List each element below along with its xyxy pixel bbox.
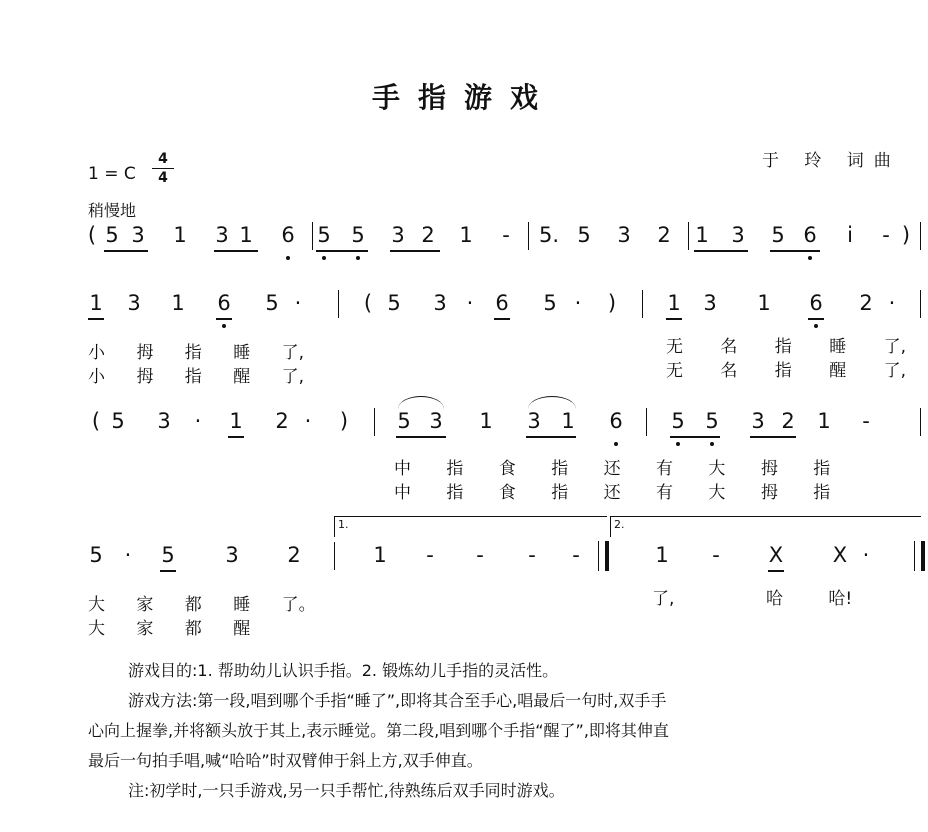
low-octave-dot [814,324,818,328]
note: 5 [705,409,719,433]
note: 3 [527,409,541,433]
note: 5 [397,409,411,433]
note: X [768,543,784,567]
instruction-method-1: 游戏方法:第一段,唱到哪个手指“睡了”,即将其合至手心,唱最后一句时,双手手 [128,691,667,710]
final-barline [914,541,925,571]
note: · [888,291,896,315]
barline [528,222,529,250]
slur [398,396,444,409]
beam [526,436,576,438]
note: 5 [771,223,785,247]
lyric-line: 中 指 食 指 还 有 大 拇 指 [394,483,831,503]
time-signature-bottom: 4 [158,170,168,186]
note: 5 [111,409,125,433]
note: - [476,543,484,567]
beam [160,570,176,572]
lyric-line: 无 名 指 醒 了, [666,361,907,381]
note: 3 [751,409,765,433]
barline [920,290,921,318]
staff-row-2 [0,290,928,330]
note: · [194,409,202,433]
beam [808,318,824,320]
game-instructions [88,656,928,806]
low-octave-dot [614,442,618,446]
note: 5 [671,409,685,433]
barline [920,408,921,436]
low-octave-dot [808,256,812,260]
note: X [832,543,848,567]
beam [396,436,446,438]
note: 2 [859,291,873,315]
note: ( [87,223,97,247]
note: 6 [495,291,509,315]
volta-bracket-2 [610,516,921,537]
instruction-note: 注:初学时,一只手游戏,另一只手帮忙,待熟练后双手同时游戏。 [128,781,565,800]
beam [494,318,510,320]
note: - [426,543,434,567]
note: 6 [609,409,623,433]
note: ) [339,409,349,433]
note: - [712,543,720,567]
barline [920,222,921,250]
note: 6 [809,291,823,315]
note: 5. [538,223,560,247]
beam [88,318,104,320]
note: 3 [127,291,141,315]
note: 3 [391,223,405,247]
note: - [528,543,536,567]
note: 3 [225,543,239,567]
beam [768,570,784,572]
note: 1 [817,409,831,433]
slur [528,396,576,409]
note: 1 [459,223,473,247]
instruction-purpose: 游戏目的:1. 帮助幼儿认识手指。2. 锻炼幼儿手指的灵活性。 [128,661,559,680]
staff-row-1 [0,222,928,262]
beam [104,250,148,252]
barline [312,222,313,250]
note: 5 [265,291,279,315]
note: ) [901,223,911,247]
note: 3 [433,291,447,315]
note: - [572,543,580,567]
beam [770,250,820,252]
low-octave-dot [676,442,680,446]
note: 1 [89,291,103,315]
note: 3 [157,409,171,433]
note: · [574,291,582,315]
note: 5 [161,543,175,567]
note: 5 [105,223,119,247]
note: 3 [617,223,631,247]
note: 6 [803,223,817,247]
note: 1 [667,291,681,315]
note: i [847,223,853,247]
low-octave-dot [222,324,226,328]
note: · [124,543,132,567]
note: 1 [173,223,187,247]
beam [390,250,440,252]
barline [374,408,375,436]
note: 2 [781,409,795,433]
beam [214,250,258,252]
note: 2 [287,543,301,567]
note: ( [91,409,101,433]
low-octave-dot [710,442,714,446]
barline [646,408,647,436]
note: 3 [131,223,145,247]
song-title: 手指游戏 [371,81,556,114]
note: 6 [281,223,295,247]
note: 5 [543,291,557,315]
beam [666,318,682,320]
note: 5 [317,223,331,247]
volta-bracket-1 [334,516,607,537]
barline [338,290,339,318]
note: 6 [217,291,231,315]
beam [216,318,232,320]
note: 1 [695,223,709,247]
note: · [862,543,870,567]
note: 1 [757,291,771,315]
note: 1 [239,223,253,247]
staff-row-3 [0,408,928,448]
note: 5 [387,291,401,315]
note: 3 [703,291,717,315]
time-signature [152,151,174,186]
note: 1 [229,409,243,433]
note: 1 [655,543,669,567]
note: 1 [561,409,575,433]
note: 2 [421,223,435,247]
lyric-line: 了, [652,589,675,609]
note: 2 [657,223,671,247]
note: - [862,409,870,433]
repeat-end-barline [598,541,609,571]
note: 5 [351,223,365,247]
beam [670,436,720,438]
low-octave-dot [322,256,326,260]
note: 3 [215,223,229,247]
lyric-line: 小 拇 指 醒 了, [88,367,305,387]
note: - [502,223,510,247]
song-author: 于 玲 词曲 [762,151,901,171]
note: - [882,223,890,247]
note: · [304,409,312,433]
note: 5 [577,223,591,247]
note: 3 [731,223,745,247]
beam [750,436,796,438]
volta-label-2: 2. [614,518,625,531]
lyric-line: 无 名 指 睡 了, [666,337,907,357]
note: ) [607,291,617,315]
time-signature-top: 4 [158,151,168,167]
tempo-marking: 稍慢地 [88,201,137,220]
note: 1 [479,409,493,433]
low-octave-dot [286,256,290,260]
note: 1 [373,543,387,567]
low-octave-dot [356,256,360,260]
note: · [466,291,474,315]
note: · [294,291,302,315]
beam [228,436,244,438]
lyric-line: 哈 哈! [766,589,853,609]
barline [688,222,689,250]
note: 3 [429,409,443,433]
barline [334,542,335,570]
lyric-line: 大 家 都 睡 了。 [88,595,316,615]
note: ( [363,291,373,315]
staff-row-4 [0,542,928,582]
lyric-line: 中 指 食 指 还 有 大 拇 指 [394,459,831,479]
instruction-method-2: 心向上握拳,并将额头放于其上,表示睡觉。第二段,唱到哪个手指“醒了”,即将其伸直 [88,721,669,740]
barline [642,290,643,318]
note: 2 [275,409,289,433]
note: 1 [171,291,185,315]
key-signature: 1 = C [88,164,136,184]
instruction-method-3: 最后一句拍手唱,喊“哈哈”时双臂伸于斜上方,双手伸直。 [88,751,483,770]
lyric-line: 小 拇 指 睡 了, [88,343,305,363]
beam [316,250,368,252]
volta-label-1: 1. [338,518,349,531]
lyric-line: 大 家 都 醒 [88,619,251,639]
beam [694,250,748,252]
note: 5 [89,543,103,567]
